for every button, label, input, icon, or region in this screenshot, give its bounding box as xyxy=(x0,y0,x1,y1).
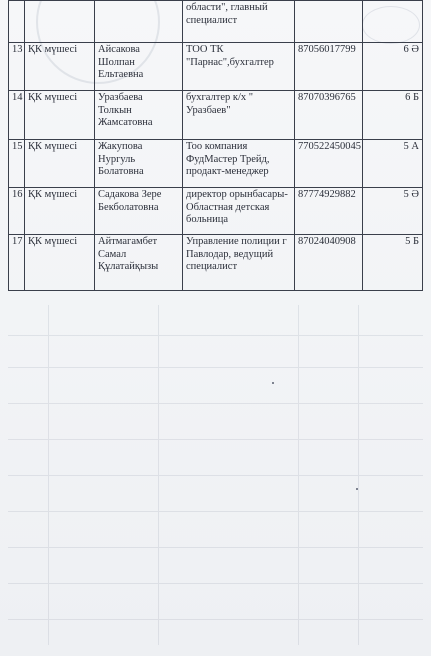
cell-number: 13 xyxy=(9,43,25,91)
cell-name: Айсакова Шолпан Ельтаевна xyxy=(95,43,183,91)
cell-class: 5 А xyxy=(363,140,423,188)
members-table xyxy=(8,0,423,291)
scan-speck xyxy=(356,488,358,490)
cell-number: 17 xyxy=(9,235,25,291)
table-row xyxy=(9,91,423,140)
scan-speck xyxy=(272,382,274,384)
cell-empty xyxy=(295,1,363,43)
table-row xyxy=(9,235,423,291)
cell-phone: 87070396765 xyxy=(295,91,363,140)
cell-class: 5 Б xyxy=(363,235,423,291)
cell-class: 6 Б xyxy=(363,91,423,140)
cell-position: Управление полиции г Павлодар, ведущий специалист xyxy=(183,235,295,291)
cell-role: ҚК мүшесі xyxy=(25,235,95,291)
cell-phone: 87056017799 xyxy=(295,43,363,91)
cell-empty xyxy=(9,1,25,43)
cell-role: ҚК мүшесі xyxy=(25,140,95,188)
cell-position: Тоо компания ФудМастер Трейд, продакт-менеджер xyxy=(183,140,295,188)
cell-name: Садакова Зере Бекболатовна xyxy=(95,188,183,235)
table-row xyxy=(9,140,423,188)
cell-class: 6 Ә xyxy=(363,43,423,91)
cell-empty xyxy=(25,1,95,43)
cell-name: Айтмагамбет Самал Құлатайқызы xyxy=(95,235,183,291)
cell-phone: 770522450045 xyxy=(295,140,363,188)
cell-number: 16 xyxy=(9,188,25,235)
cell-name: Уразбаева Толкын Жамсатовна xyxy=(95,91,183,140)
cell-role: ҚК мүшесі xyxy=(25,91,95,140)
cell-position: бухгалтер к/х " Уразбаев" xyxy=(183,91,295,140)
cell-position: директор орынбасары-Областная детская больница xyxy=(183,188,295,235)
cell-phone: 87024040908 xyxy=(295,235,363,291)
cell-number: 14 xyxy=(9,91,25,140)
cell-empty xyxy=(363,1,423,43)
cell-phone: 87774929882 xyxy=(295,188,363,235)
cell-role: ҚК мүшесі xyxy=(25,188,95,235)
bleed-through-table xyxy=(8,305,423,645)
cell-position: области", главный специалист xyxy=(183,1,295,43)
cell-number: 15 xyxy=(9,140,25,188)
cell-class: 5 Ә xyxy=(363,188,423,235)
cell-role: ҚК мүшесі xyxy=(25,43,95,91)
cell-name: Жакупова Нургуль Болатовна xyxy=(95,140,183,188)
table-row xyxy=(9,188,423,235)
cell-position: ТОО ТК "Парнас",бухгалтер xyxy=(183,43,295,91)
cell-empty xyxy=(95,1,183,43)
table-row-continuation xyxy=(9,1,423,43)
table-row xyxy=(9,43,423,91)
